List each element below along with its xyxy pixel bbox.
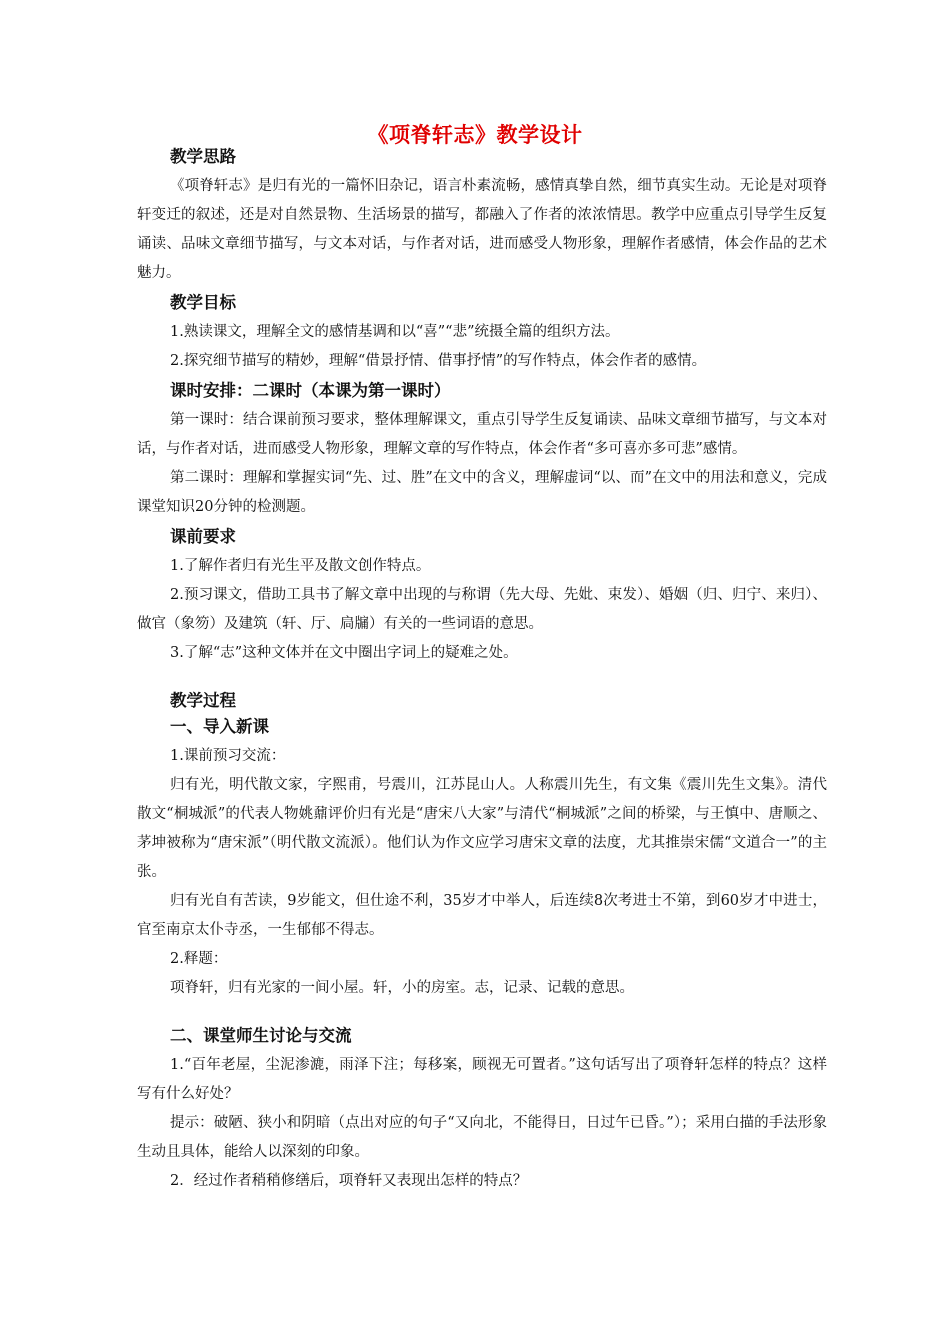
paragraph: 2.探究细节描写的精妙，理解“借景抒情、借事抒情”的写作特点，体会作者的感情。 [170,353,707,369]
heading-teaching-process: 教学过程 [170,691,236,710]
paragraph: 1.“百年老屋，尘泥渗漉，雨泽下注；每移案，顾视无可置者。”这句话写出了项脊轩怎样的特点？这样写有什么好处？ [137,1057,827,1102]
paragraph: 1.了解作者归有光生平及散文创作特点。 [170,558,431,574]
heading-pre-class: 课前要求 [170,527,236,546]
paragraph: 2．经过作者稍稍修缮后，项脊轩又表现出怎样的特点？ [170,1173,528,1189]
paragraph: 归有光自有苦读，9岁能文，但仕途不利，35岁才中举人，后连续8次考进士不第，到60岁才中进士，官至南京太仆寺丞，一生郁郁不得志。 [137,893,827,938]
paragraph: 2.预习课文，借助工具书了解文章中出现的与称谓（先大母、先妣、束发）、婚姻（归、归宁、来归）、做官（象笏）及建筑（轩、厅、扃牖）有关的一些词语的意思。 [137,587,827,632]
paragraph: 项脊轩，归有光家的一间小屋。轩，小的房室。志，记录、记载的意思。 [170,980,634,996]
paragraph: 1.课前预习交流： [170,748,286,764]
document-body [137,146,827,1196]
paragraph: 提示：破陋、狭小和阴暗（点出对应的句子“又向北，不能得日，日过午已昏。”）；采用白描的手法形象生动且具体，能给人以深刻的印象。 [137,1115,827,1160]
paragraph: 第一课时：结合课前预习要求，整体理解课文，重点引导学生反复诵读、品味文章细节描写，与文本对话，与作者对话，进而感受人物形象，理解文章的写作特点，体会作者“多可喜亦多可悲”感情。 [137,412,827,457]
heading-teaching-goals: 教学目标 [170,293,236,312]
paragraph: 《项脊轩志》是归有光的一篇怀旧杂记，语言朴素流畅，感情真挚自然，细节真实生动。无论是对项脊轩变迁的叙述，还是对自然景物、生活场景的描写，都融入了作者的浓浓情思。教学中应重点引导学生反复诵读、品味文章细节描写，与文本对话，与作者对话，进而感受人物形象，理解作者感情，体会作品的艺术魅力。 [137,178,827,281]
subheading-introduction: 一、导入新课 [170,717,269,736]
heading-teaching-approach: 教学思路 [170,147,236,166]
paragraph: 第二课时：理解和掌握实词“先、过、胜”在文中的含义，理解虚词“以、而”在文中的用法和意义，完成课堂知识20分钟的检测题。 [137,470,827,515]
paragraph: 1.熟读课文，理解全文的感情基调和以“喜”“悲”统摄全篇的组织方法。 [170,324,620,340]
subheading-discussion: 二、课堂师生讨论与交流 [170,1026,352,1045]
paragraph: 归有光，明代散文家，字熙甫，号震川，江苏昆山人。人称震川先生，有文集《震川先生文集》。清代散文“桐城派”的代表人物姚鼐评价归有光是“唐宋八大家”与清代“桐城派”之间的桥梁，与王慎中、唐顺之、茅坤被称为“唐宋派”（明代散文流派）。他们认为作文应学习唐宋文章的法度，尤其推崇宋儒“文道合一”的主张。 [137,777,827,880]
paragraph: 2.释题： [170,951,228,967]
paragraph: 3.了解“志”这种文体并在文中圈出字词上的疑难之处。 [170,645,518,661]
document-title: 《项脊轩志》教学设计 [367,123,583,147]
heading-schedule: 课时安排：二课时（本课为第一课时） [170,381,451,400]
